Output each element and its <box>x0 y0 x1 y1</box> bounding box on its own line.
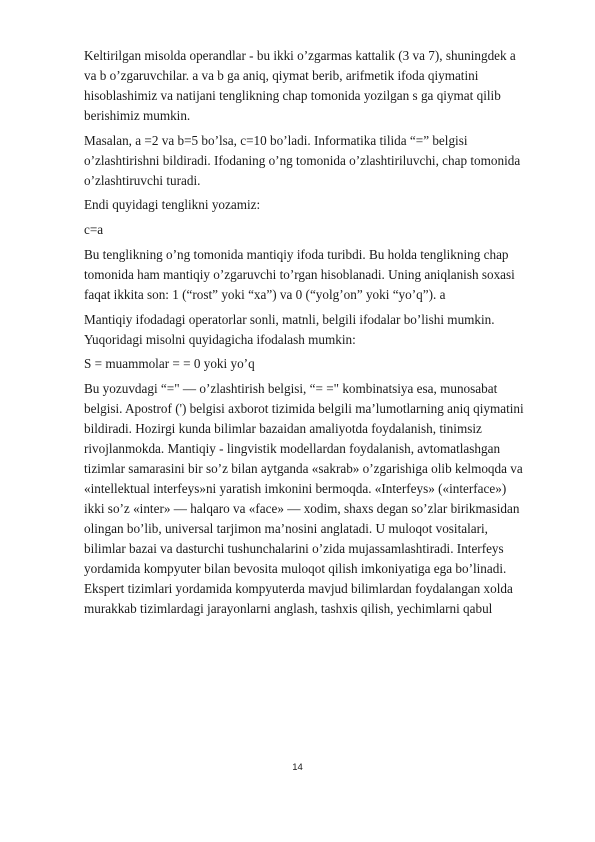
text-line: Keltirilgan misolda operandlar - bu ikki o’zgarmas kattalik (3 va 7), shuningdek a <box>84 48 516 63</box>
text-line: Masalan, a =2 va b=5 bo’lsa, c=10 bo’ladi. Informatika tilida “=” belgisi <box>84 132 468 148</box>
text-line: Bu tenglikning o’ng tomonida mantiqiy ifoda turibdi. Bu holda tenglikning chap <box>84 247 509 262</box>
text-line: berishimiz mumkin. <box>84 108 191 123</box>
text-line: faqat ikkita son: 1 (“rost” yoki “xa”) va 0 (“yolg’on” yoki “yo’q”). a <box>84 287 446 302</box>
formula-line <box>84 220 554 240</box>
document-body <box>84 46 554 624</box>
formula-line <box>84 354 554 374</box>
text-line: yordamida kompyuter bilan bevosita muloqot qilish imkoniyatiga ega bo’linadi. <box>84 561 507 576</box>
text-line: o’zlashtiruvchi turadi. <box>84 172 201 188</box>
text-line: ikki so’z «inter» — halqaro va «face» — xodim, shaxs degan so’zlar birikmasidan <box>84 501 520 516</box>
formula-text: S = muammolar = = 0 yoki yo’q <box>84 356 255 371</box>
text-line: tomonida ham mantiqiy o’zgaruvchi to’rgan hisoblanadi. Uning aniqlanish soxasi <box>84 267 515 282</box>
page-number: 14 <box>292 762 303 773</box>
paragraph-logical <box>84 245 554 305</box>
text-line: bilimlar bazai va dasturchi tushunchalarini o’zida mujassamlashtiradi. Interfeys <box>84 541 504 556</box>
paragraph-operators <box>84 310 554 350</box>
text-line: «intellektual interfeys»ni yaratish imkonini bermoqda. «Interfeys» («interface») <box>84 481 507 496</box>
paragraph-example <box>84 131 554 191</box>
text-line: Bu yozuvdagi “=" — o’zlashtirish belgisi, “= =" kombinatsiya esa, munosabat <box>84 381 498 396</box>
text-line: hisoblashimiz va natijani tenglikning chap tomonida yozilgan s ga qiymat qilib <box>84 88 501 103</box>
text-line: Endi quyidagi tenglikni yozamiz: <box>84 197 261 212</box>
text-line: Mantiqiy ifodadagi operatorlar sonli, matnli, belgili ifodalar bo’lishi mumkin. <box>84 311 495 327</box>
text-line: belgisi. Apostrof (') belgisi axborot tizimida belgili ma’lumotlarning aniq qiymatini <box>84 401 524 416</box>
text-line: olingan bo’lib, universal tarjimon ma’nosini anglatadi. U muloqot vositalari, <box>84 521 488 536</box>
text-line: va b o’zgaruvchilar. a va b ga aniq, qiymat berib, arifmetik ifoda qiymatini <box>84 68 479 83</box>
text-line: tizimlar samarasini bir so’z bilan aytganda «sakrab» o’zgarishiga olib kelmoqda va <box>84 461 523 476</box>
paragraph-intro <box>84 195 554 215</box>
formula-text: c=a <box>84 222 104 237</box>
text-line: bildiradi. Hozirgi kunda bilimlar bazaidan amaliyotda foydalanish, tinimsiz <box>84 421 482 436</box>
text-line: Yuqoridagi misolni quyidagicha ifodalash mumkin: <box>84 331 356 347</box>
text-line: rivojlanmokda. Mantiqiy - lingvistik modellardan foydalanish, avtomatlashgan <box>84 441 501 456</box>
text-line: murakkab tizimlardagi jarayonlarni anglash, tashxis qilish, yechimlarni qabul <box>84 601 493 616</box>
text-line: o’zlashtirishni bildiradi. Ifodaning o’ng tomonida o’zlashtiriluvchi, chap tomonida <box>84 152 521 168</box>
paragraph-interface <box>84 379 554 619</box>
paragraph-operands <box>84 46 554 126</box>
text-line: Ekspert tizimlari yordamida kompyuterda mavjud bilimlardan foydalangan xolda <box>84 581 513 596</box>
